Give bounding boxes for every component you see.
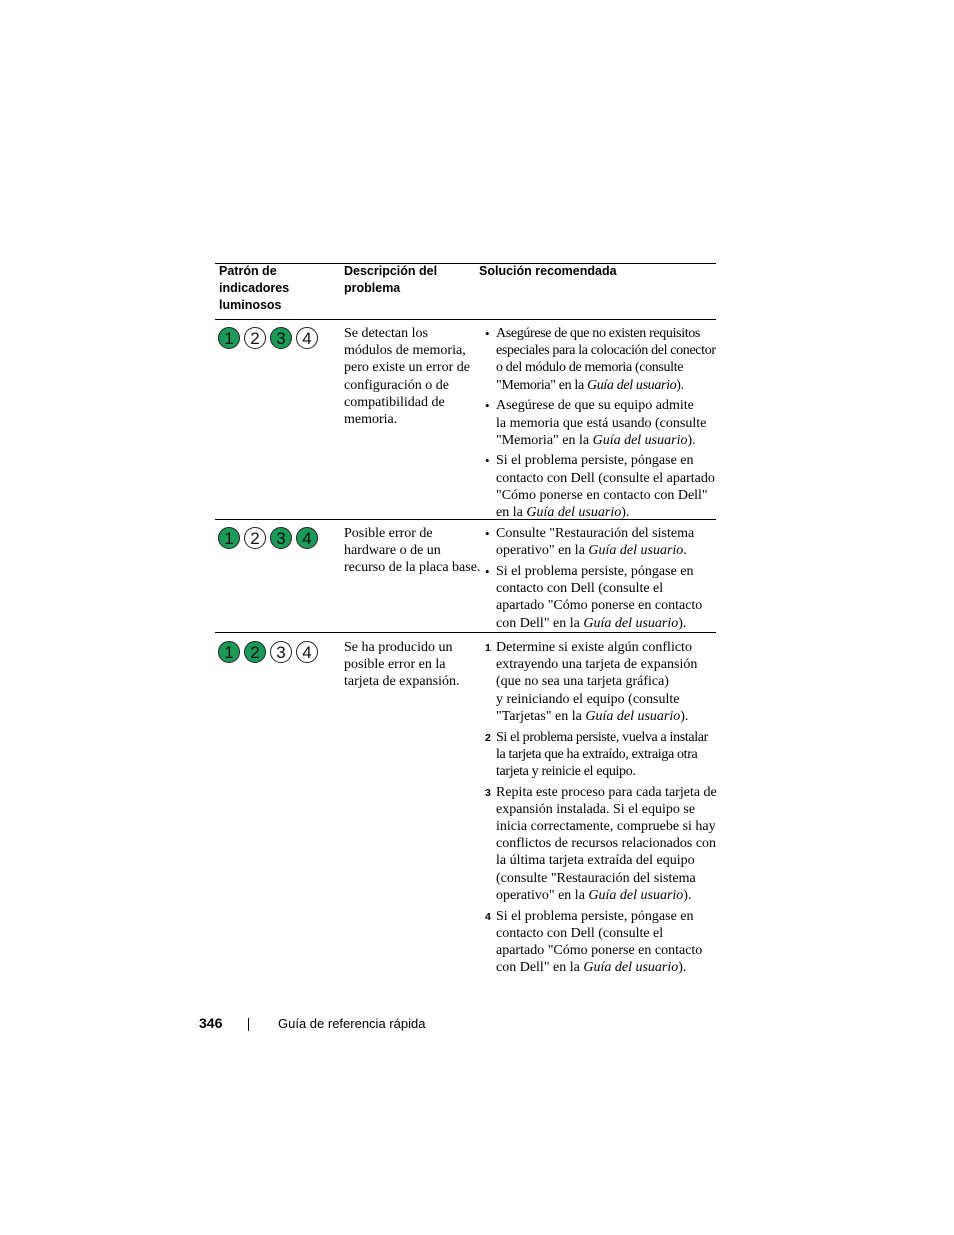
solution-line: [496, 691, 717, 708]
solution-text: y reiniciando el equipo (consulte: [496, 691, 680, 707]
solution-line: [496, 818, 717, 835]
diagnostic-light-4-off: 4: [296, 641, 318, 663]
solution-text: Repita este proceso para cada tarjeta de: [496, 784, 717, 800]
recommended-solution: [485, 639, 717, 976]
solution-line: [496, 852, 717, 869]
header-description: [344, 263, 437, 297]
solution-line: [496, 325, 717, 342]
description-line: recurso de la placa base.: [344, 560, 481, 576]
header-text: luminosos: [219, 298, 282, 312]
solution-line: [496, 729, 717, 746]
diagnostic-light-1-on: 1: [218, 527, 240, 549]
description-line: Posible error de: [344, 526, 433, 541]
solution-line: [496, 784, 717, 801]
guide-title-italic: Guía del usuario: [588, 887, 684, 903]
description-line: compatibilidad de: [344, 394, 445, 410]
solution-text: "Memoria" en la: [496, 377, 587, 393]
solution-line: [496, 673, 717, 690]
solution-line: [496, 942, 717, 959]
guide-title-italic: Guía del usuario: [585, 708, 681, 724]
solution-line: [496, 415, 717, 432]
numbered-step: [485, 639, 717, 725]
solution-line: [496, 801, 717, 818]
solution-line: [496, 397, 717, 414]
guide-title-italic: Guía del usuario: [583, 960, 679, 976]
solution-line: [496, 870, 717, 887]
solution-text: la memoria que está usando (consulte: [496, 415, 707, 431]
bullet-item: [485, 325, 717, 394]
solution-text: Determine si existe algún conflicto: [496, 640, 692, 655]
light-pattern: [218, 641, 318, 663]
problem-description: [344, 325, 474, 428]
recommended-solution: [485, 525, 717, 632]
solution-line: [496, 525, 717, 542]
row-rule: [215, 632, 716, 633]
recommended-solution: [485, 325, 717, 521]
solution-line: [496, 908, 717, 925]
solution-line: [496, 763, 717, 780]
numbered-step: [485, 908, 717, 977]
bullet-marker: •: [485, 526, 490, 541]
step-number: 3: [485, 786, 491, 799]
step-number: 4: [485, 910, 491, 923]
solution-text: ).: [678, 615, 687, 631]
solution-text: .: [683, 543, 687, 559]
diagnostic-light-3-on: 3: [270, 327, 292, 349]
description-line: módulos de memoria,: [344, 343, 466, 359]
solution-line: [496, 597, 717, 614]
solution-text: ).: [687, 432, 696, 448]
diagnostic-light-2-on: 2: [244, 641, 266, 663]
solution-text: con Dell" en la: [496, 615, 584, 631]
guide-title-italic: Guía del usuario: [583, 615, 679, 631]
bullet-marker: •: [485, 563, 490, 579]
solution-line: [496, 925, 717, 942]
header-text: Solución recomendada: [479, 264, 617, 278]
light-pattern: [218, 327, 318, 349]
header-text: indicadores: [219, 281, 290, 295]
solution-text: (que no sea una tarjeta gráfica): [496, 674, 669, 690]
table-top-rule: [215, 263, 716, 264]
solution-text: Asegúrese de que no existen requisitos: [496, 326, 701, 341]
step-number: 2: [485, 731, 491, 744]
solution-line: [496, 887, 717, 904]
problem-description: [344, 639, 474, 691]
description-line: pero existe un error de: [344, 360, 470, 376]
guide-title-italic: Guía del usuario: [526, 505, 622, 521]
solution-text: o del módulo de memoria (consulte: [496, 360, 684, 376]
solution-line: [496, 452, 717, 469]
numbered-step: [485, 729, 717, 781]
solution-text: Si el problema persiste, póngase en: [496, 908, 694, 924]
solution-text: ).: [683, 887, 692, 903]
solution-line: [496, 835, 717, 852]
solution-text: contacto con Dell (consulte el apartado: [496, 470, 715, 486]
description-line: hardware o de un: [344, 543, 441, 559]
light-pattern: [218, 527, 318, 549]
solution-text: tarjeta y reinicie el equipo.: [496, 763, 636, 779]
guide-title-italic: Guía del usuario: [592, 432, 688, 448]
header-text: problema: [344, 281, 401, 295]
solution-text: la última tarjeta extraída del equipo: [496, 853, 695, 869]
bullet-item: [485, 452, 717, 521]
bullet-marker: •: [485, 326, 490, 341]
diagnostic-light-1-on: 1: [218, 327, 240, 349]
solution-text: Consulte "Restauración del sistema: [496, 526, 695, 541]
solution-text: apartado "Cómo ponerse en contacto: [496, 598, 703, 614]
solution-text: ).: [621, 505, 630, 521]
solution-text: Si el problema persiste, vuelva a instalar: [496, 729, 708, 745]
solution-text: conflictos de recursos relacionados con: [496, 836, 717, 852]
diagnostic-light-3-off: 3: [270, 641, 292, 663]
numbered-step: [485, 784, 717, 904]
solution-line: [496, 542, 717, 559]
problem-description: [344, 525, 481, 577]
bullet-item: [485, 397, 717, 449]
solution-text: expansión instalada. Si el equipo se: [496, 801, 696, 817]
solution-line: [496, 563, 717, 580]
solution-text: "Tarjetas" en la: [496, 708, 586, 724]
solution-line: [496, 470, 717, 487]
solution-line: [496, 487, 717, 504]
diagnostic-light-1-on: 1: [218, 641, 240, 663]
solution-text: ).: [676, 377, 684, 393]
header-text: Patrón de: [219, 264, 277, 278]
solution-text: operativo" en la: [496, 887, 589, 903]
solution-line: [496, 656, 717, 673]
footer-separator: [248, 1018, 249, 1031]
bullet-item: [485, 525, 717, 559]
header-rule: [215, 319, 716, 320]
solution-text: operativo" en la: [496, 543, 589, 559]
solution-text: especiales para la colocación del conector: [496, 343, 716, 359]
solution-text: Si el problema persiste, póngase en: [496, 453, 694, 469]
bullet-marker: •: [485, 398, 490, 414]
solution-line: [496, 746, 717, 763]
solution-text: extrayendo una tarjeta de expansión: [496, 657, 698, 673]
description-line: posible error en la: [344, 657, 446, 673]
solution-line: [496, 342, 717, 359]
solution-line: [496, 639, 717, 656]
solution-line: [496, 959, 717, 976]
diagnostic-light-3-on: 3: [270, 527, 292, 549]
header-text: Descripción del: [344, 264, 438, 278]
header-solution: [479, 263, 617, 280]
page-number: 346: [199, 1015, 223, 1031]
solution-text: con Dell" en la: [496, 960, 584, 976]
solution-line: [496, 708, 717, 725]
diagnostic-light-4-off: 4: [296, 327, 318, 349]
step-number: 1: [485, 642, 491, 654]
solution-text: ).: [678, 960, 687, 976]
solution-text: Asegúrese de que su equipo admite: [496, 398, 694, 414]
solution-text: Si el problema persiste, póngase en: [496, 563, 694, 579]
solution-text: apartado "Cómo ponerse en contacto: [496, 942, 703, 958]
bullet-marker: •: [485, 453, 490, 469]
description-line: Se ha producido un: [344, 640, 453, 655]
guide-title-italic: Guía del usuario: [586, 377, 677, 393]
solution-text: ).: [680, 708, 689, 724]
solution-line: [496, 504, 717, 521]
solution-line: [496, 359, 717, 376]
bullet-item: [485, 563, 717, 632]
description-line: tarjeta de expansión.: [344, 674, 460, 690]
solution-text: la tarjeta que ha extraído, extraiga otra: [496, 746, 698, 762]
solution-text: inicia correctamente, compruebe si hay: [496, 819, 716, 835]
solution-line: [496, 377, 717, 394]
footer-title: Guía de referencia rápida: [278, 1016, 426, 1031]
solution-text: contacto con Dell (consulte el: [496, 925, 664, 941]
diagnostic-light-2-off: 2: [244, 527, 266, 549]
solution-text: "Memoria" en la: [496, 432, 593, 448]
description-line: memoria.: [344, 412, 398, 428]
solution-line: [496, 615, 717, 632]
solution-text: contacto con Dell (consulte el: [496, 581, 664, 597]
diagnostic-light-2-off: 2: [244, 327, 266, 349]
solution-line: [496, 432, 717, 449]
guide-title-italic: Guía del usuario: [588, 543, 684, 559]
solution-text: (consulte "Restauración del sistema: [496, 870, 696, 886]
diagnostic-light-4-on: 4: [296, 527, 318, 549]
description-line: configuración o de: [344, 377, 449, 393]
solution-line: [496, 580, 717, 597]
solution-text: en la: [496, 505, 527, 521]
description-line: Se detectan los: [344, 326, 428, 341]
header-pattern: [219, 263, 289, 314]
solution-text: "Cómo ponerse en contacto con Dell": [496, 487, 708, 503]
